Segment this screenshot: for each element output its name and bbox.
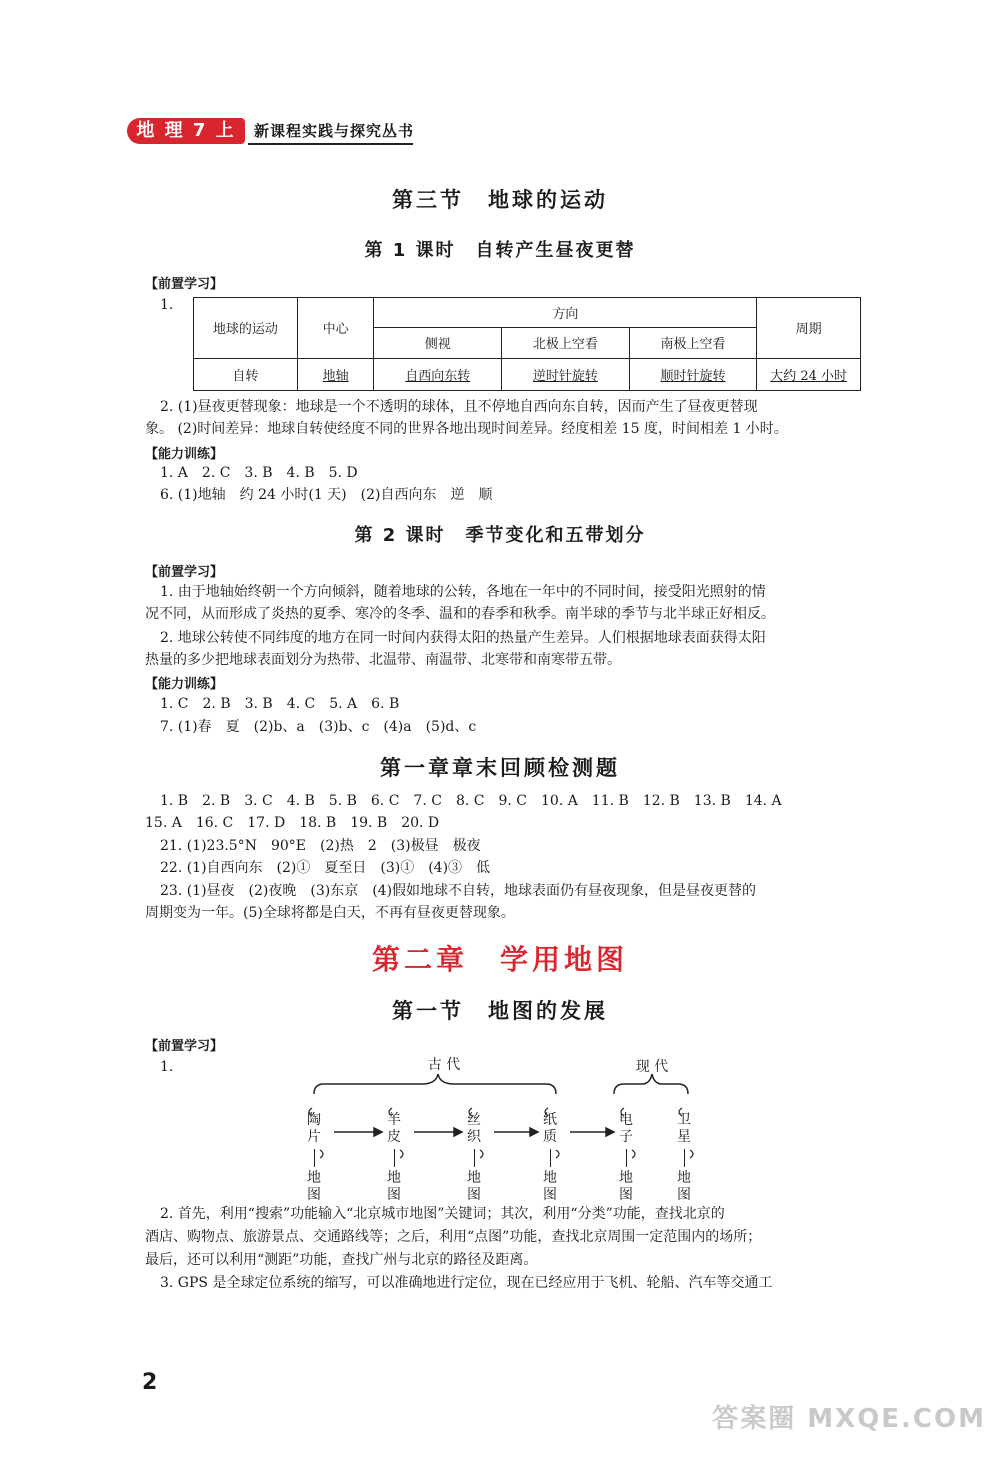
question-number: 1.	[160, 297, 174, 313]
map-type-bottom: 地图	[467, 1170, 481, 1203]
header-underline	[248, 143, 413, 145]
answer-line: 2. 地球公转使不同纬度的地方在同一时间内获得太阳的热量产生差异。人们根据地球表面获得太阳	[160, 630, 766, 646]
map-type-bottom: 地图	[619, 1170, 633, 1203]
prestudy-tag: 【前置学习】	[145, 1039, 224, 1054]
answer-line: 23. (1)昼夜 (2)夜晚 (3)东京 (4)假如地球不自转，地球表面仍有昼夜现象，但是昼夜更替的	[160, 883, 757, 899]
map-type-top: 陶片	[307, 1112, 321, 1145]
ability-tag: 【能力训练】	[145, 447, 224, 462]
lesson2-title: 第 2 课时 季节变化和五带划分	[354, 525, 646, 546]
answer-line: 22. (1)自西向东 (2)① 夏至日 (3)① (4)③ 低	[160, 860, 491, 876]
chapter-title: 第二章 学用地图	[371, 943, 628, 976]
answer-line: 2. 首先，利用“搜索”功能输入“北京城市地图”关键词；其次，利用“分类”功能，查找北京的	[160, 1206, 725, 1222]
earth-motion-table	[193, 297, 861, 391]
question-number: 1.	[160, 1059, 174, 1075]
prestudy-tag: 【前置学习】	[145, 565, 224, 580]
subject-badge: 地 理 7 上	[127, 118, 245, 144]
map-type-4	[541, 1112, 559, 1204]
page-number: 2	[142, 1370, 158, 1395]
answer-line: 热量的多少把地球表面划分为热带、北温带、南温带、北寒带和南寒带五带。	[145, 652, 621, 668]
review-title: 第一章章末回顾检测题	[380, 756, 620, 780]
ancient-label: 古 代	[427, 1057, 461, 1073]
table-header-north: 北极上空看	[502, 328, 630, 358]
table-header-center: 中心	[297, 298, 374, 359]
map-type-bottom: 地图	[307, 1170, 321, 1203]
answer-line: 1. A 2. C 3. B 4. B 5. D	[160, 465, 358, 481]
modern-label: 现 代	[635, 1059, 669, 1075]
answer-line: 21. (1)23.5°N 90°E (2)热 2 (3)极昼 极夜	[160, 838, 481, 854]
connector-line	[314, 1149, 315, 1167]
ability-tag: 【能力训练】	[145, 677, 224, 692]
answer-line: 2. (1)昼夜更替现象：地球是一个不透明的球体，且不停地自西向东自转，因而产生了昼夜更替现	[160, 399, 758, 415]
table-cell-center: 地轴	[297, 358, 374, 390]
table-cell-north: 逆时针旋转	[502, 358, 630, 390]
map-type-5	[617, 1112, 635, 1204]
connector-line	[550, 1149, 551, 1167]
table-cell-motion: 自转	[194, 358, 298, 390]
prestudy-tag: 【前置学习】	[145, 277, 224, 292]
map-type-bottom: 地图	[543, 1170, 557, 1203]
answer-line: 最后，还可以利用“测距”功能，查找广州与北京的路径及距离。	[145, 1252, 538, 1268]
arrow-head	[454, 1128, 462, 1136]
table-header-direction: 方向	[374, 298, 757, 328]
section-title: 第一节 地图的发展	[392, 999, 608, 1023]
answer-line: 周期变为一年。(5)全球将都是白天，不再有昼夜更替现象。	[145, 905, 515, 921]
table-cell-side: 自西向东转	[374, 358, 502, 390]
table-cell-south: 顺时针旋转	[629, 358, 757, 390]
map-type-3	[465, 1112, 483, 1204]
series-title: 新课程实践与探究丛书	[254, 122, 415, 140]
connector-line	[394, 1149, 395, 1167]
map-type-top: 纸质	[543, 1112, 557, 1145]
map-type-bottom: 地图	[387, 1170, 401, 1203]
answer-line: 况不同，从而形成了炎热的夏季、寒冷的冬季、温和的春季和秋季。南半球的季节与北半球正好相反。	[145, 606, 775, 622]
map-type-top: 电子	[619, 1112, 633, 1145]
answer-line: 7. (1)春 夏 (2)b、a (3)b、c (4)a (5)d、c	[160, 719, 477, 735]
map-type-6	[675, 1112, 693, 1204]
ancient-brace	[314, 1074, 556, 1094]
table-cell-period: 大约 24 小时	[757, 358, 861, 390]
section-title: 第三节 地球的运动	[392, 188, 608, 212]
answer-line: 1. 由于地轴始终朝一个方向倾斜，随着地球的公转，各地在一年中的不同时间，接受阳光照射的情	[160, 584, 766, 600]
answer-line: 1. C 2. B 3. B 4. C 5. A 6. B	[160, 696, 400, 712]
answer-line: 3. GPS 是全球定位系统的缩写，可以准确地进行定位，现在已经应用于飞机、轮船、汽车等交通工	[160, 1275, 773, 1291]
answer-line: 1. B 2. B 3. C 4. B 5. B 6. C 7. C 8. C 9. C 10. A 11. B 12. B 13. B 14. A	[160, 793, 782, 809]
map-type-bottom: 地图	[677, 1170, 691, 1203]
arrow-head	[374, 1128, 382, 1136]
map-type-top: 卫星	[677, 1112, 691, 1145]
answer-line: 6. (1)地轴 约 24 小时(1 天) (2)自西向东 逆 顺	[160, 487, 493, 503]
answer-line: 酒店、购物点、旅游景点、交通路线等；之后，利用“点图”功能，查找北京周围一定范围内的场所；	[145, 1229, 762, 1245]
connector-line	[474, 1149, 475, 1167]
connector-line	[684, 1149, 685, 1167]
map-type-top: 羊皮	[387, 1112, 401, 1145]
map-type-top: 丝织	[467, 1112, 481, 1145]
answer-line: 象。 (2)时间差异：地球自转使经度不同的世界各地出现时间差异。经度相差 15 度，时间相差 1 小时。	[145, 421, 788, 437]
table-header-period: 周期	[757, 298, 861, 359]
arrow-head	[606, 1128, 614, 1136]
arrow-head	[530, 1128, 538, 1136]
lesson1-title: 第 1 课时 自转产生昼夜更替	[364, 240, 636, 261]
map-type-2	[385, 1112, 403, 1204]
table-header-south: 南极上空看	[629, 328, 757, 358]
table-header-motion: 地球的运动	[194, 298, 298, 359]
watermark: 答案圈 MXQE.COM	[712, 1404, 986, 1434]
table-header-side: 侧视	[374, 328, 502, 358]
answer-line: 15. A 16. C 17. D 18. B 19. B 20. D	[145, 815, 440, 831]
map-type-1	[305, 1112, 323, 1204]
connector-line	[626, 1149, 627, 1167]
